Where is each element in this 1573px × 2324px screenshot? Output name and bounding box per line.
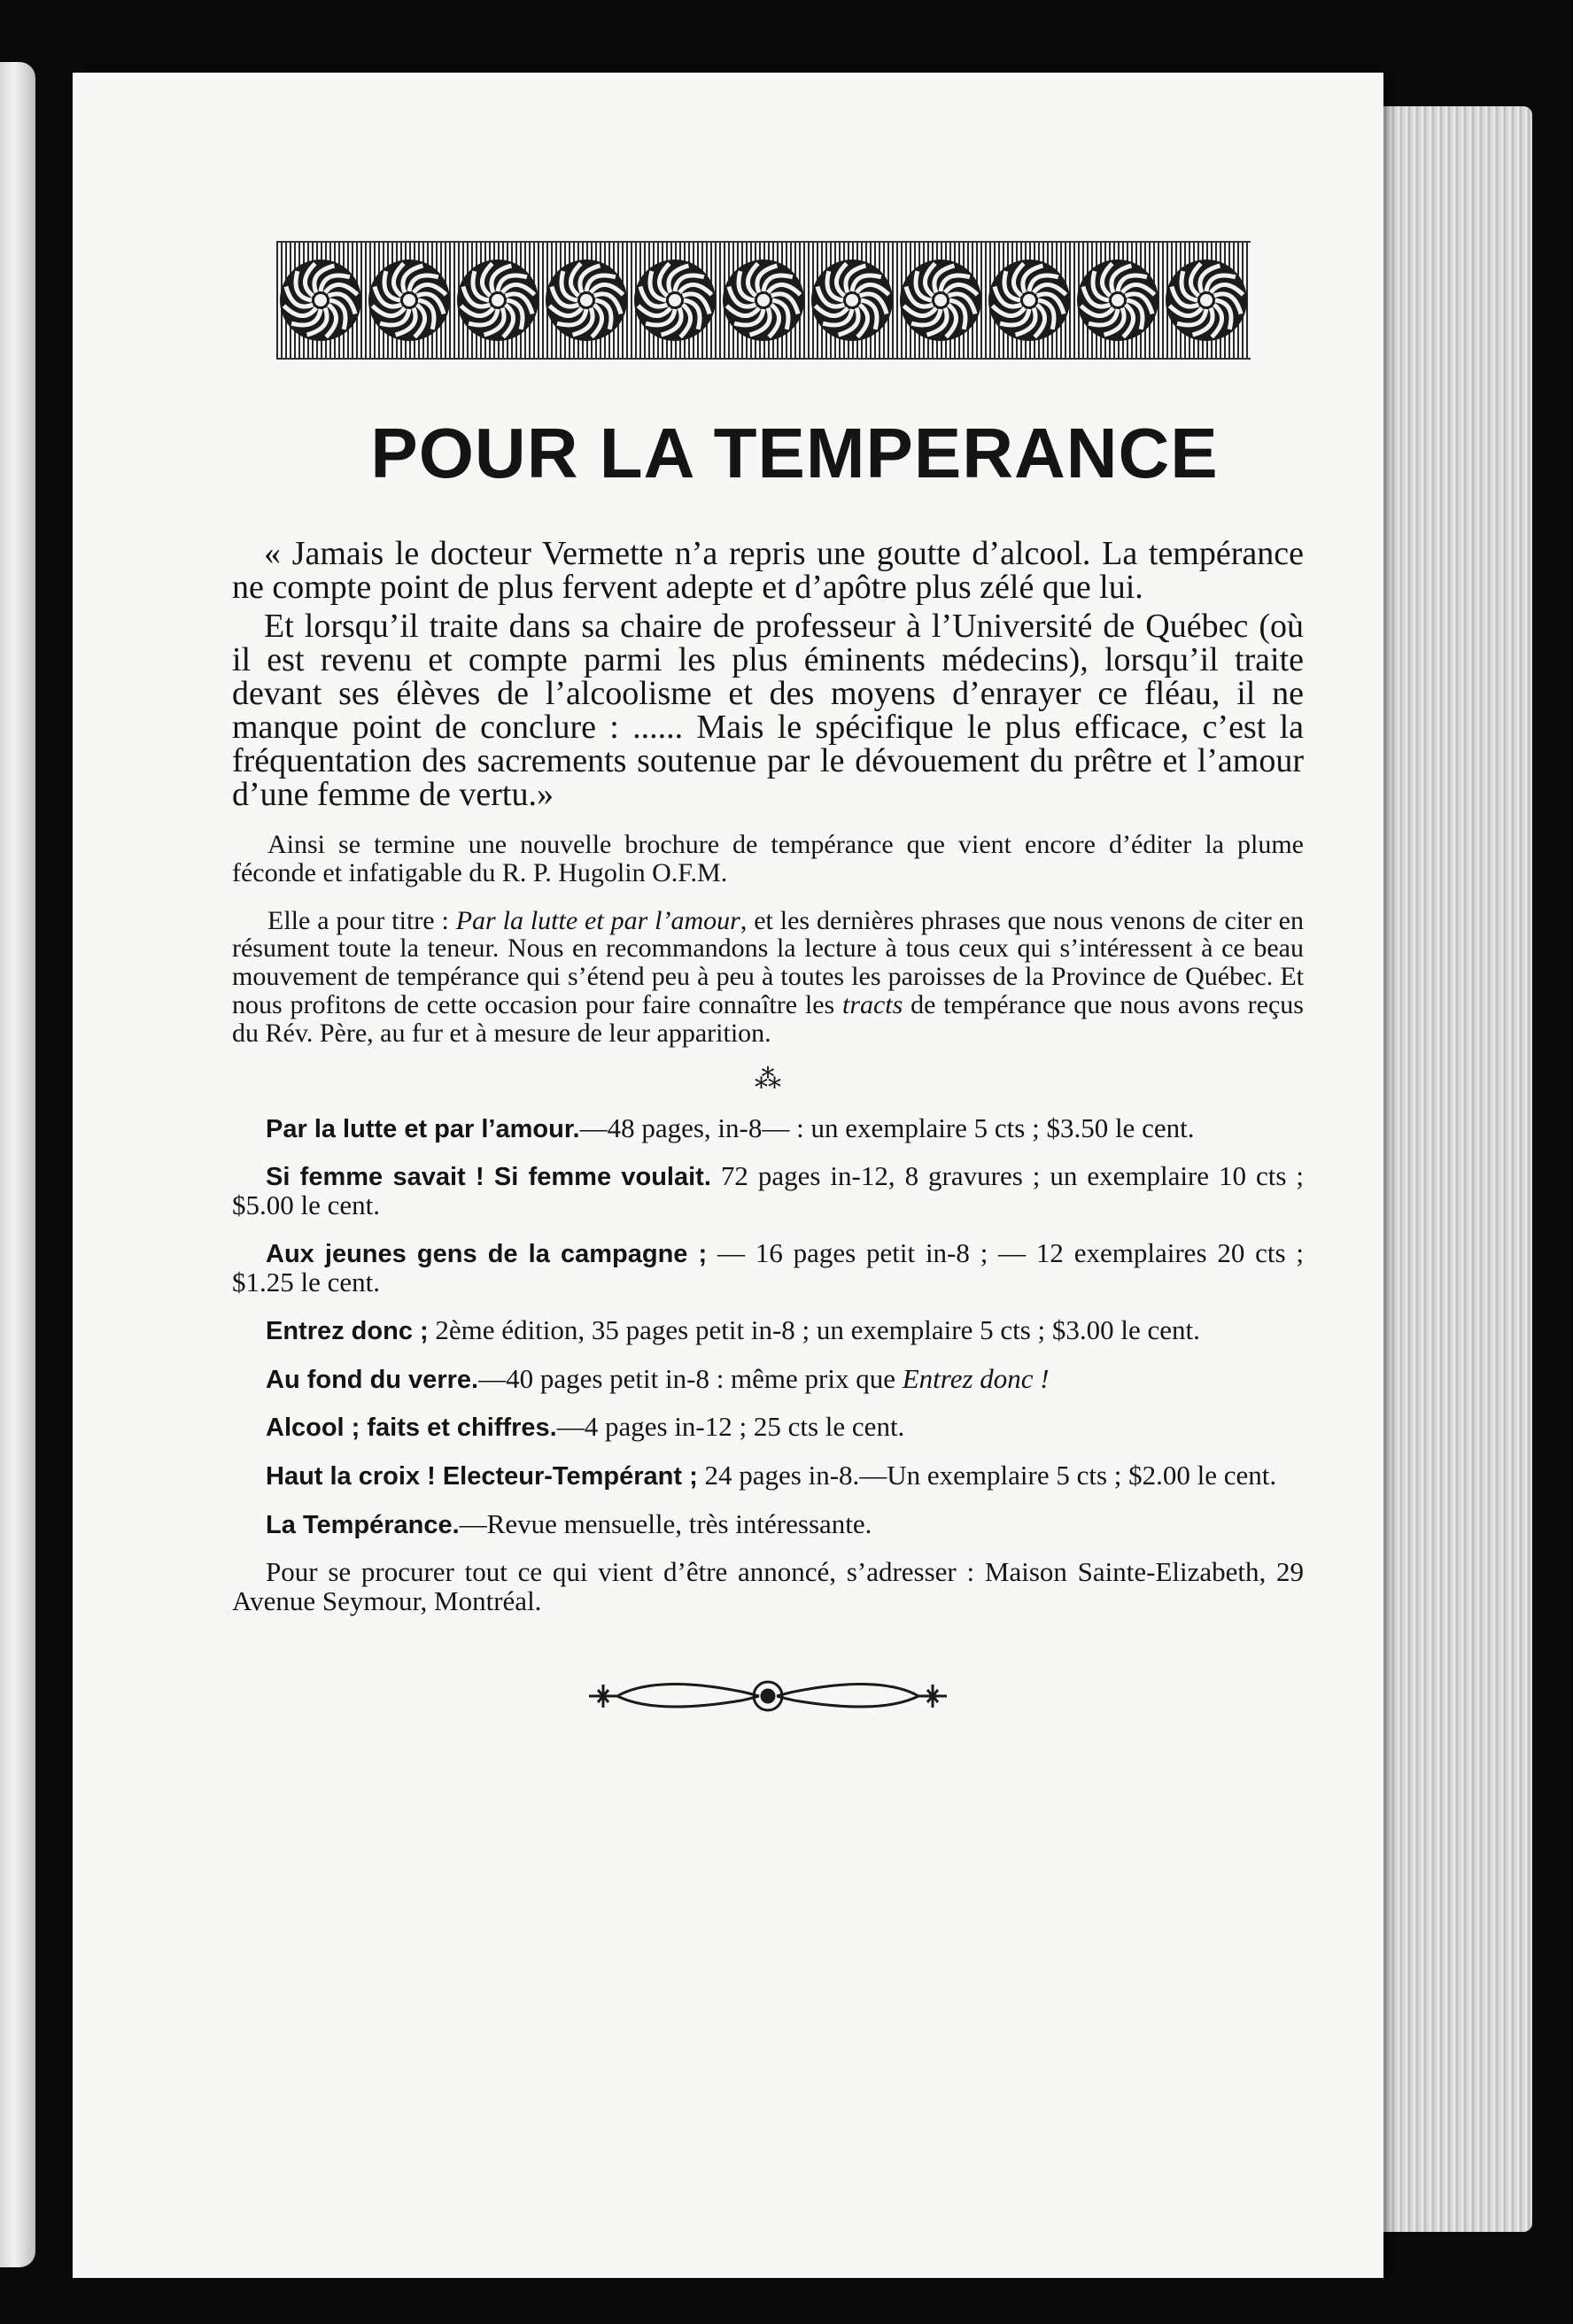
publication-title: Entrez donc ;	[266, 1317, 429, 1346]
publication-title: Aux jeunes gens de la campagne ;	[266, 1240, 708, 1269]
intro-paragraph-1: Ainsi se termine une nouvelle brochure de tempérance que vient encore d’éditer la plume féconde et infatigable du R. P. Hugolin O.F.M.	[232, 830, 1304, 887]
publication-title: La Tempérance.	[266, 1510, 460, 1539]
publication-details: 2ème édition, 35 pages petit in-8 ; un exemplaire 5 cts ; $3.00 le cent.	[428, 1314, 1200, 1346]
intro-text-c: de tempérance que nous avons reçus du Rév. Père, au fur et à mesure de leur apparition.	[232, 989, 1304, 1048]
publication-title: Par la lutte et par l’amour.	[266, 1114, 580, 1143]
publication-details: —4 pages in-12 ; 25 cts le cent.	[556, 1411, 905, 1443]
publication-item	[232, 1362, 1304, 1394]
publication-item	[232, 1413, 1304, 1442]
ornamental-header-banner	[276, 241, 1251, 360]
publication-title: Si femme savait ! Si femme voulait.	[266, 1163, 711, 1192]
publication-details: —Revue mensuelle, très intéressante.	[459, 1507, 872, 1539]
publication-details: 24 pages in-8.—Un exemplaire 5 cts ; $2.00 le cent.	[697, 1459, 1277, 1491]
publication-details: —40 pages petit in-8 : même prix que	[478, 1362, 903, 1394]
quote-paragraph-1: « Jamais le docteur Vermette n’a repris une goutte d’alcool. La tempérance ne compte point de plus fervent adepte et d’apôtre plus zélé que lui.	[232, 535, 1304, 606]
publication-details: 72 pages in-12, 8 gravures ; un exemplaire 10 cts ; $5.00 le cent.	[232, 1160, 1305, 1220]
publication-item	[232, 1461, 1304, 1491]
publication-item	[232, 1239, 1304, 1297]
facing-page-edge	[0, 62, 35, 2267]
brochure-title: Par la lutte et par l’amour	[455, 905, 740, 935]
publication-title: Alcool ; faits et chiffres.	[266, 1414, 557, 1443]
tracts-word: tracts	[841, 989, 903, 1019]
publication-reference: Entrez donc !	[902, 1362, 1050, 1394]
page-title: POUR LA TEMPERANCE	[370, 414, 1219, 492]
publication-title: Haut la croix ! Electeur-Tempérant ;	[266, 1461, 698, 1491]
intro-paragraph-2	[232, 907, 1304, 1048]
asterism-separator: ⁂	[755, 1064, 781, 1094]
publication-details: — 16 pages petit in-8 ; — 12 exemplaires 20 cts ; $1.25 le cent.	[232, 1237, 1304, 1298]
publication-list	[232, 1114, 1304, 1538]
intro-text-a: Elle a pour titre :	[267, 905, 456, 935]
publication-title: Au fond du verre.	[266, 1365, 479, 1394]
closing-paragraph: Pour se procurer tout ce qui vient d’être annoncé, s’adresser : Maison Sainte-Elizabeth, 29 Avenue Seymour, Montréal.	[232, 1556, 1304, 1616]
publication-item	[232, 1316, 1304, 1345]
publication-item	[232, 1162, 1304, 1220]
quote-paragraph-2: Et lorsqu’il traite dans sa chaire de professeur à l’Université de Québec (où il est revenu et compte parmi les plus éminents médecins), lorsqu’il traite devant ses élèves de l’alcoolisme et des moyens d’enrayer ce fléau, il ne manque point de conclure : ...... Mais le spécifique le plus efficace, c’est la fréquentation des sacrements soutenue par le dévouement du prêtre et l’amour d’une femme de vertu.»	[232, 608, 1304, 813]
rosette-band-icon	[276, 243, 1251, 358]
publication-item	[232, 1507, 1304, 1539]
page-stack-edge	[1364, 106, 1532, 2232]
intro-text-b: , et les dernières phrases que nous venons de citer en résument toute la teneur. Nous en recommandons la lecture à tous ceux qui s’intéressent à ce beau mouvement de tempérance qui s’étend peu à peu à toutes les paroisses de la Province de Québec. Et nous profitons de cette occasion pour faire connaître les	[232, 905, 1304, 1019]
page-content	[232, 241, 1304, 1718]
book-page	[73, 73, 1383, 2278]
fleuron-ornament-icon	[582, 1674, 954, 1718]
publication-item	[232, 1114, 1304, 1143]
publication-details: —48 pages, in-8— : un exemplaire 5 cts ; $3.50 le cent.	[579, 1112, 1195, 1143]
